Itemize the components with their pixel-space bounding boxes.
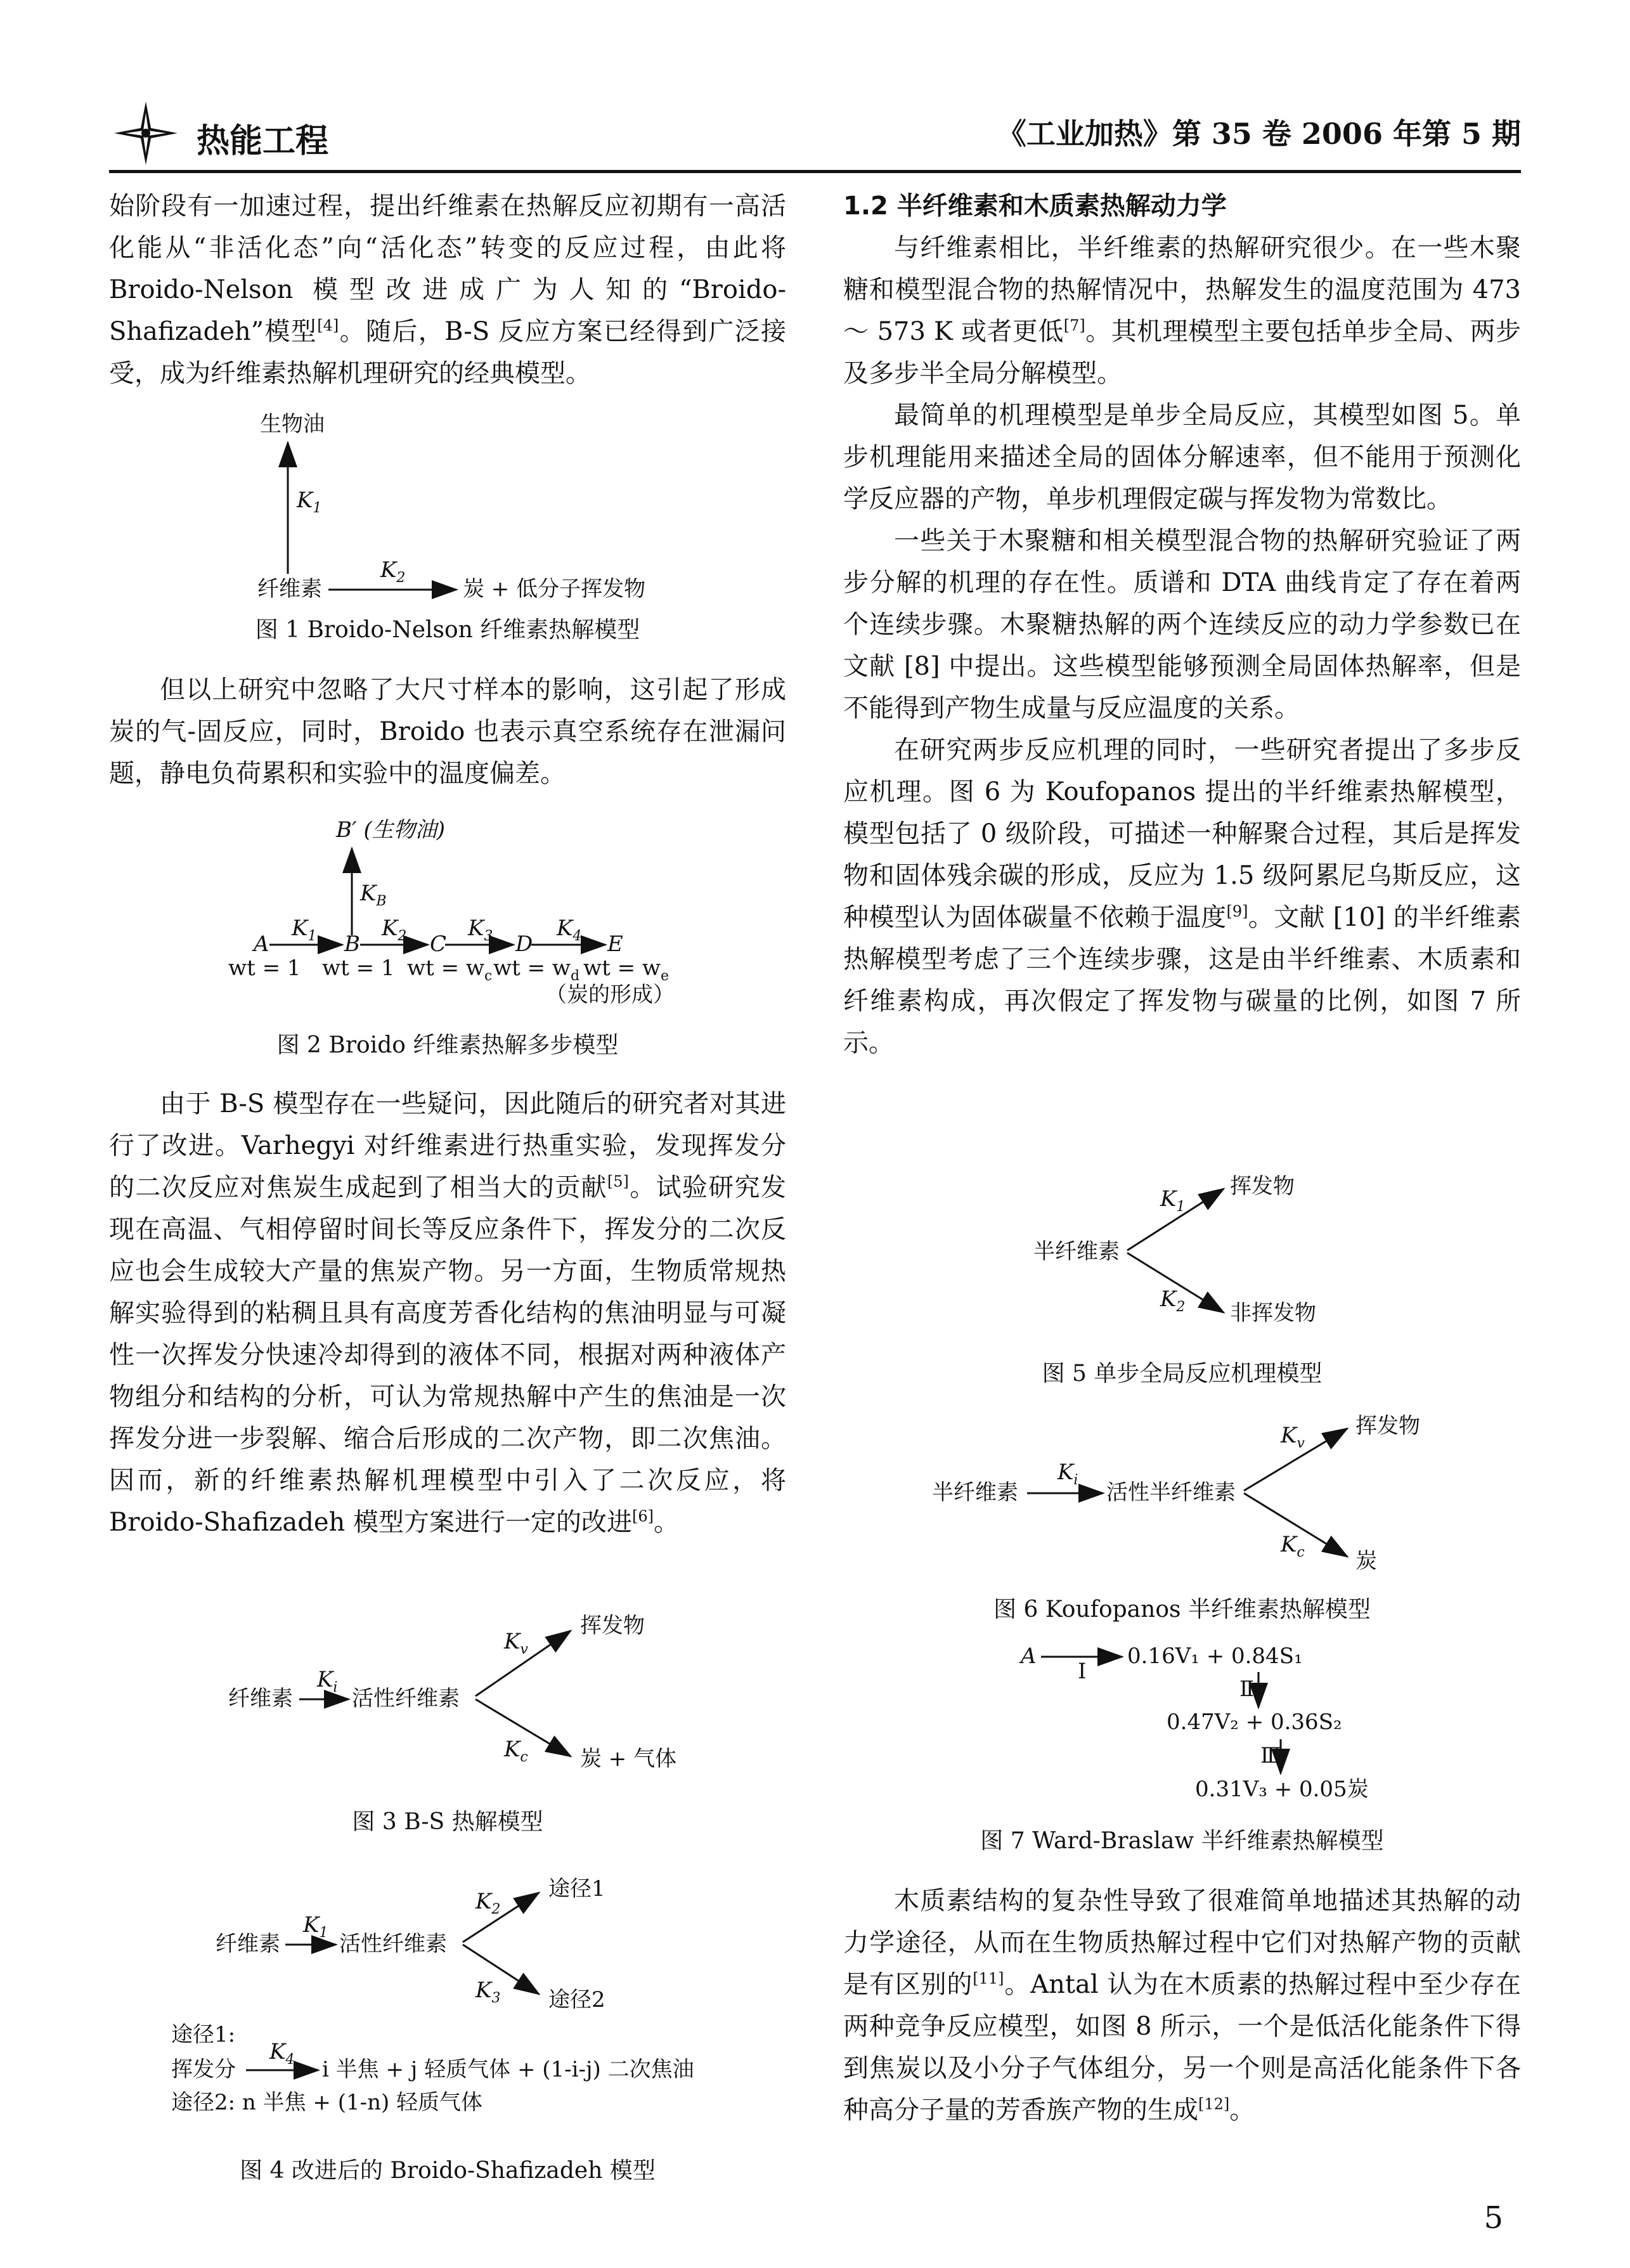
left-text-2: 但以上研究中忽略了大尺寸样本的影响，这引起了形成炭的气-固反应，同时，Broido 也表示真空系统存在泄漏问题，静电负荷累积和实验中的温度偏差。	[109, 675, 786, 788]
fig5-caption: 图 5 单步全局反应机理模型	[1042, 1361, 1323, 1387]
fig2-b: B	[344, 931, 360, 957]
fig7-a: A	[1021, 1643, 1037, 1669]
fig5-k2: $K_2$	[1160, 1286, 1186, 1315]
fig7-caption: 图 7 Ward-Braslaw 半纤维素热解模型	[980, 1828, 1384, 1854]
fig4-k3: $K_3$	[475, 1978, 501, 2006]
fig4-l2a: 挥发分	[171, 2057, 236, 2082]
fig6-kv: $K_v$	[1281, 1423, 1305, 1451]
fig7-s1: Ⅰ	[1078, 1659, 1087, 1684]
journal-header: 《工业加热》第 35 卷 2006 年第 5 期	[997, 117, 1521, 151]
fig2-k4: $K_4$	[557, 916, 582, 944]
fig3-mid: 活性纤维素	[352, 1686, 460, 1711]
fig3-up: 挥发物	[580, 1613, 645, 1638]
fig2-wc: wt = $w_c$	[407, 956, 493, 984]
fig7-s2: Ⅱ	[1239, 1676, 1255, 1702]
fig4-k1: $K_1$	[303, 1912, 328, 1941]
fig1-k1: $K_1$	[297, 488, 322, 516]
fig4-l3: 途径2: n 半焦 + (1-n) 轻质气体	[171, 2090, 483, 2115]
fig2-we: wt = $w_e$	[583, 956, 669, 984]
fig4-up: 途径1	[548, 1876, 605, 1902]
fig4-left: 纤维素	[216, 1931, 280, 1957]
fig2-k2: $K_2$	[382, 916, 407, 944]
figure-5	[1027, 1160, 1382, 1344]
fig3-caption: 图 3 B-S 热解模型	[352, 1809, 543, 1835]
fig2-d: D	[515, 931, 533, 957]
section-header: 热能工程	[197, 122, 329, 160]
fig7-r2: 0.47V₂ + 0.36S₂	[1167, 1709, 1342, 1735]
fig2-caption: 图 2 Broido 纤维素热解多步模型	[276, 1032, 619, 1058]
fig1-right: 炭 + 低分子挥发物	[463, 576, 646, 602]
fig3-down: 炭 + 气体	[580, 1746, 677, 1772]
fig6-kc: $K_c$	[1281, 1532, 1305, 1560]
fig1-caption: 图 1 Broido-Nelson 纤维素热解模型	[255, 617, 640, 643]
fig2-k3: $K_3$	[468, 916, 493, 944]
fig4-caption: 图 4 改进后的 Broido-Shafizadeh 模型	[240, 2158, 656, 2184]
fig3-left: 纤维素	[228, 1686, 293, 1711]
figure-2	[216, 812, 735, 1014]
fig2-kb: $K_B$	[360, 881, 387, 909]
fig2-c: C	[430, 931, 447, 957]
fig4-l2b: i 半焦 + j 轻质气体 + (1-i-j) 二次焦油	[322, 2057, 694, 2082]
fig2-a: A	[254, 931, 269, 957]
fig3-kc: $K_c$	[504, 1737, 528, 1765]
fig3-kv: $K_v$	[504, 1629, 528, 1657]
header-rule	[109, 170, 1521, 173]
fig5-k1: $K_1$	[1160, 1186, 1186, 1215]
fig4-l1: 途径1:	[171, 2022, 236, 2047]
fig6-up: 挥发物	[1355, 1413, 1420, 1439]
fig7-r1: 0.16V₁ + 0.84S₁	[1127, 1643, 1303, 1669]
fig4-down: 途径2	[548, 1987, 605, 2012]
fig3-ki: $K_i$	[317, 1667, 338, 1695]
fig5-left: 半纤维素	[1033, 1239, 1120, 1264]
figure-7	[1014, 1633, 1458, 1823]
fig6-ki: $K_i$	[1058, 1460, 1078, 1488]
compass-star-icon	[114, 101, 178, 165]
figure-4	[165, 1874, 735, 2153]
section-heading: 1.2 半纤维素和木质素热解动力学	[843, 191, 1227, 221]
fig2-wb: wt = 1	[322, 956, 395, 981]
fig4-k2: $K_2$	[475, 1889, 501, 1917]
fig6-down: 炭	[1355, 1548, 1377, 1574]
fig1-left: 纤维素	[257, 576, 322, 602]
fig6-caption: 图 6 Koufopanos 半纤维素热解模型	[993, 1597, 1371, 1623]
figure-3	[222, 1604, 729, 1794]
fig5-down: 非挥发物	[1230, 1300, 1316, 1326]
right-text-2: 木质素结构的复杂性导致了很难简单地描述其热解的动力学途径，从而在生物质热解过程中它们对热解产物的贡献是有区别的[11]。Antal 认为在木质素的热解过程中至少存在两种竞争反应模型，如图 8 所示，一个是低活化能条件下得到焦炭以及小分子气体组分，另一个则是高活化能条件下各种高分子量的芳香族产物的生成[12]。	[843, 1886, 1522, 2125]
fig2-k1: $K_1$	[292, 916, 317, 944]
fig2-top: B′ (生物油)	[336, 817, 446, 843]
fig7-s3: Ⅲ	[1260, 1743, 1281, 1768]
fig4-l2k: $K_4$	[269, 2039, 295, 2068]
figure-6	[926, 1404, 1496, 1582]
fig1-top: 生物油	[260, 411, 325, 437]
fig2-wd: wt = $w_d$	[493, 956, 580, 984]
fig6-left: 半纤维素	[932, 1480, 1018, 1505]
figure-1	[222, 406, 729, 609]
fig7-r3: 0.31V₃ + 0.05炭	[1195, 1777, 1369, 1802]
fig2-wa: wt = 1	[228, 956, 301, 981]
fig2-e: E	[607, 931, 623, 957]
left-text-1: 始阶段有一加速过程，提出纤维素在热解反应初期有一高活化能从“非活化态”向“活化态”转变的反应过程，由此将 Broido-Nelson 模型改进成广为人知的“Broido-Shafizadeh”模型[4]。随后，B-S 反应方案已经得到广泛接受，成为纤维素热解机理研究的经典模型。	[109, 191, 786, 388]
page-number: 5	[1484, 2200, 1503, 2236]
right-text-1: 1.2 半纤维素和木质素热解动力学 与纤维素相比，半纤维素的热解研究很少。在一些木聚糖和模型混合物的热解情况中，热解发生的温度范围为 473 ～ 573 K 或者更低[7]。其机理模型主要包括单步全局、两步及多步半全局分解模型。 最简单的机理模型是单步全局反应，其模型如图 5。单步机理能用来描述全局的固体分解速率，但不能用于预测化学反应器的产物，单步机理假定碳与挥发物为常数比。 一些关于木聚糖和相关模型混合物的热解研究验证了两步分解的机理的存在性。质谱和 DTA 曲线肯定了存在着两个连续步骤。木聚糖热解的两个连续反应的动力学参数已在文献 [8] 中提出。这些模型能够预测全局固体热解率，但是不能得到产物生成量与反应温度的关系。 在研究两步反应机理的同时，一些研究者提出了多步反应机理。图 6 为 Koufopanos 提出的半纤维素热解模型，模型包括了 0 级阶段，可描述一种解聚合过程，其后是挥发物和固体残余碳的形成，反应为 1.5 级阿累尼乌斯反应，这种模型认为固体碳量不依赖于温度[9]。文献 [10] 的半纤维素热解模型考虑了三个连续步骤，这是由半纤维素、木质素和纤维素构成，再次假定了挥发物与碳量的比例，如图 7 所示。	[843, 185, 1521, 1064]
fig6-mid: 活性半纤维素	[1106, 1480, 1236, 1505]
fig4-mid: 活性纤维素	[339, 1931, 447, 1957]
fig5-up: 挥发物	[1230, 1174, 1295, 1199]
fig1-k2: $K_2$	[380, 557, 406, 586]
left-text-3: 由于 B-S 模型存在一些疑问，因此随后的研究者对其进行了改进。Varhegyi 对纤维素进行热重实验，发现挥发分的二次反应对焦炭生成起到了相当大的贡献[5]。试验研究发现在高温、气相停留时间长等反应条件下，挥发分的二次反应也会生成较大产量的焦炭产物。另一方面，生物质常规热解实验得到的粘稠且具有高度芳香化结构的焦油明显与可凝性一次挥发分快速冷却得到的液体不同，根据对两种液体产物组分和结构的分析，可认为常规热解中产生的焦油是一次挥发分进一步裂解、缩合后形成的二次产物，即二次焦油。因而，新的纤维素热解机理模型中引入了二次反应，将 Broido-Shafizadeh 模型方案进行一定的改进[6]。	[109, 1089, 787, 1537]
fig2-note: （炭的形成）	[545, 982, 675, 1008]
